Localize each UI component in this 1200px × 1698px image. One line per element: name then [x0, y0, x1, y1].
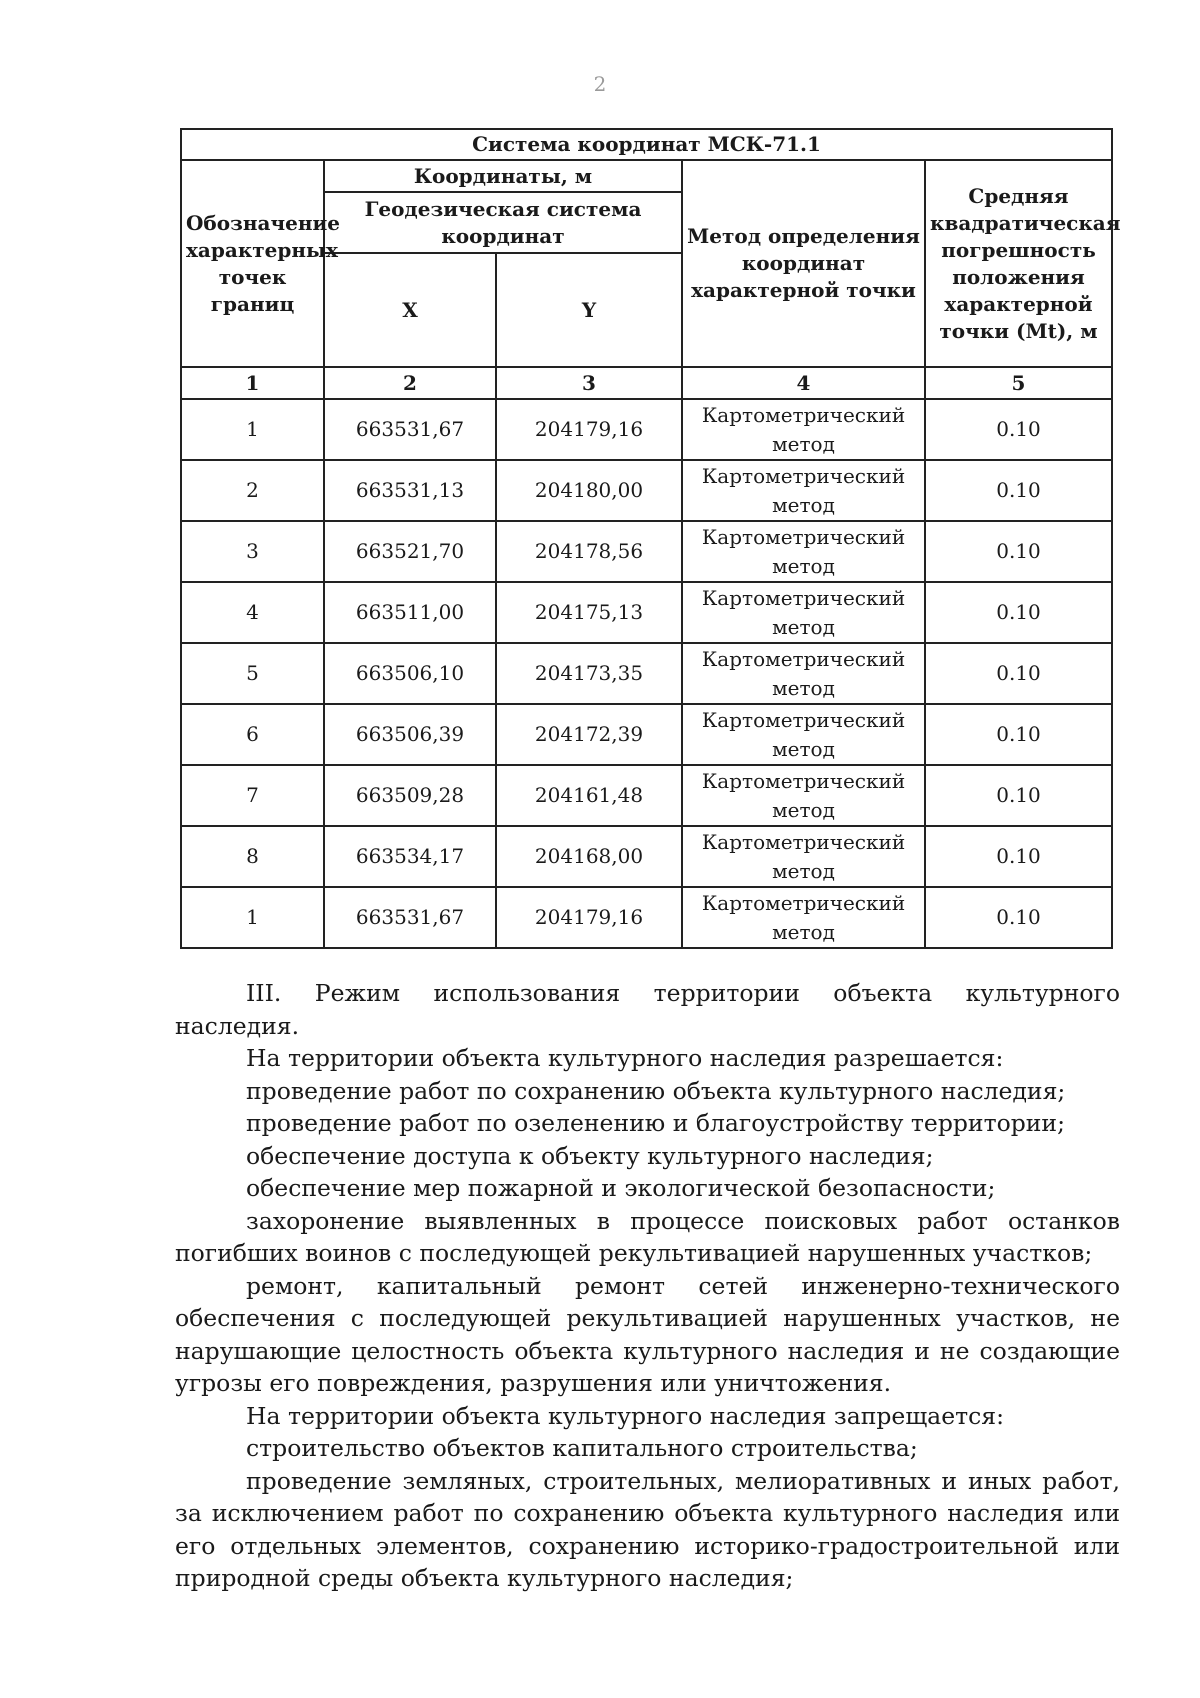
cell-y: 204179,16 [496, 887, 682, 948]
column-number: 4 [682, 367, 925, 399]
paragraph: обеспечение доступа к объекту культурного наследия; [246, 1141, 934, 1170]
cell-method: Картометрический метод [682, 704, 925, 765]
cell-point: 1 [181, 887, 324, 948]
cell-method: Картометрический метод [682, 582, 925, 643]
paragraph: На территории объекта культурного наследия разрешается: [246, 1044, 1004, 1072]
coordinates-table [180, 128, 1121, 949]
section-heading: III. Режим использования территории объекта культурного наследия. [175, 979, 1120, 1040]
paragraph: обеспечение мер пожарной и экологической безопасности; [246, 1174, 996, 1202]
cell-error: 0.10 [925, 460, 1112, 521]
header-method: Метод определения координат характерной точки [682, 160, 925, 367]
cell-point: 2 [181, 460, 324, 521]
cell-method: Картометрический метод [682, 765, 925, 826]
cell-x: 663531,67 [324, 887, 496, 948]
table-row [181, 582, 1112, 643]
table-row [181, 460, 1112, 521]
cell-y: 204161,48 [496, 765, 682, 826]
header-designation: Обозначение характерных точек границ [181, 160, 324, 367]
cell-point: 3 [181, 521, 324, 582]
cell-method: Картометрический метод [682, 460, 925, 521]
cell-error: 0.10 [925, 582, 1112, 643]
cell-y: 204175,13 [496, 582, 682, 643]
paragraph: проведение работ по сохранению объекта культурного наследия; [246, 1076, 1066, 1105]
paragraph: строительство объектов капитального строительства; [246, 1434, 918, 1462]
column-number: 5 [925, 367, 1112, 399]
cell-x: 663509,28 [324, 765, 496, 826]
cell-x: 663506,39 [324, 704, 496, 765]
cell-method: Картометрический метод [682, 643, 925, 704]
column-number-row [181, 367, 1112, 399]
cell-method: Картометрический метод [682, 521, 925, 582]
table-row [181, 765, 1112, 826]
document-body [175, 977, 1120, 1595]
cell-point: 4 [181, 582, 324, 643]
paragraph: проведение работ по озеленению и благоустройству территории; [246, 1109, 1066, 1137]
header-error: Средняя квадратическая погрешность положения характерной точки (Mt), м [925, 160, 1112, 367]
cell-error: 0.10 [925, 887, 1112, 948]
cell-x: 663534,17 [324, 826, 496, 887]
table-row [181, 826, 1112, 887]
table-row [181, 521, 1112, 582]
header-geodetic-system: Геодезическая система координат [324, 192, 682, 253]
cell-y: 204179,16 [496, 399, 682, 460]
page-number: 2 [593, 72, 607, 96]
cell-error: 0.10 [925, 521, 1112, 582]
cell-method: Картометрический метод [682, 826, 925, 887]
cell-error: 0.10 [925, 399, 1112, 460]
cell-error: 0.10 [925, 704, 1112, 765]
cell-error: 0.10 [925, 826, 1112, 887]
table-row [181, 643, 1112, 704]
table-row [181, 704, 1112, 765]
cell-y: 204173,35 [496, 643, 682, 704]
cell-point: 6 [181, 704, 324, 765]
cell-method: Картометрический метод [682, 399, 925, 460]
cell-y: 204180,00 [496, 460, 682, 521]
paragraph: захоронение выявленных в процессе поисковых работ останков погибших воинов с последующей рекультивацией нарушенных участков; [175, 1206, 1120, 1267]
paragraph: проведение земляных, строительных, мелиоративных и иных работ, за исключением работ по сохранению объекта культурного наследия или его отдельных элементов, сохранению историко-градостроительной или природной среды объекта культурного наследия; [175, 1466, 1120, 1592]
column-number: 2 [324, 367, 496, 399]
cell-y: 204168,00 [496, 826, 682, 887]
paragraph: ремонт, капитальный ремонт сетей инженерно-технического обеспечения с последующей рекультивацией нарушенных участков, не нарушающие целостность объекта культурного наследия и не создающие угрозы его повреждения, разрушения или уничтожения. [175, 1271, 1120, 1397]
cell-x: 663531,67 [324, 399, 496, 460]
cell-method: Картометрический метод [682, 887, 925, 948]
table-row [181, 399, 1112, 460]
cell-point: 7 [181, 765, 324, 826]
header-coordinates: Координаты, м [324, 160, 682, 192]
cell-y: 204178,56 [496, 521, 682, 582]
table-title: Система координат МСК-71.1 [181, 129, 1112, 160]
table-row [181, 887, 1112, 948]
paragraph: На территории объекта культурного наследия запрещается: [246, 1401, 1005, 1430]
cell-y: 204172,39 [496, 704, 682, 765]
header-y: Y [496, 253, 682, 367]
cell-x: 663521,70 [324, 521, 496, 582]
cell-x: 663511,00 [324, 582, 496, 643]
column-number: 3 [496, 367, 682, 399]
cell-point: 8 [181, 826, 324, 887]
column-number: 1 [181, 367, 324, 399]
cell-x: 663506,10 [324, 643, 496, 704]
header-x: X [324, 253, 496, 367]
cell-error: 0.10 [925, 643, 1112, 704]
cell-error: 0.10 [925, 765, 1112, 826]
cell-x: 663531,13 [324, 460, 496, 521]
cell-point: 5 [181, 643, 324, 704]
cell-point: 1 [181, 399, 324, 460]
